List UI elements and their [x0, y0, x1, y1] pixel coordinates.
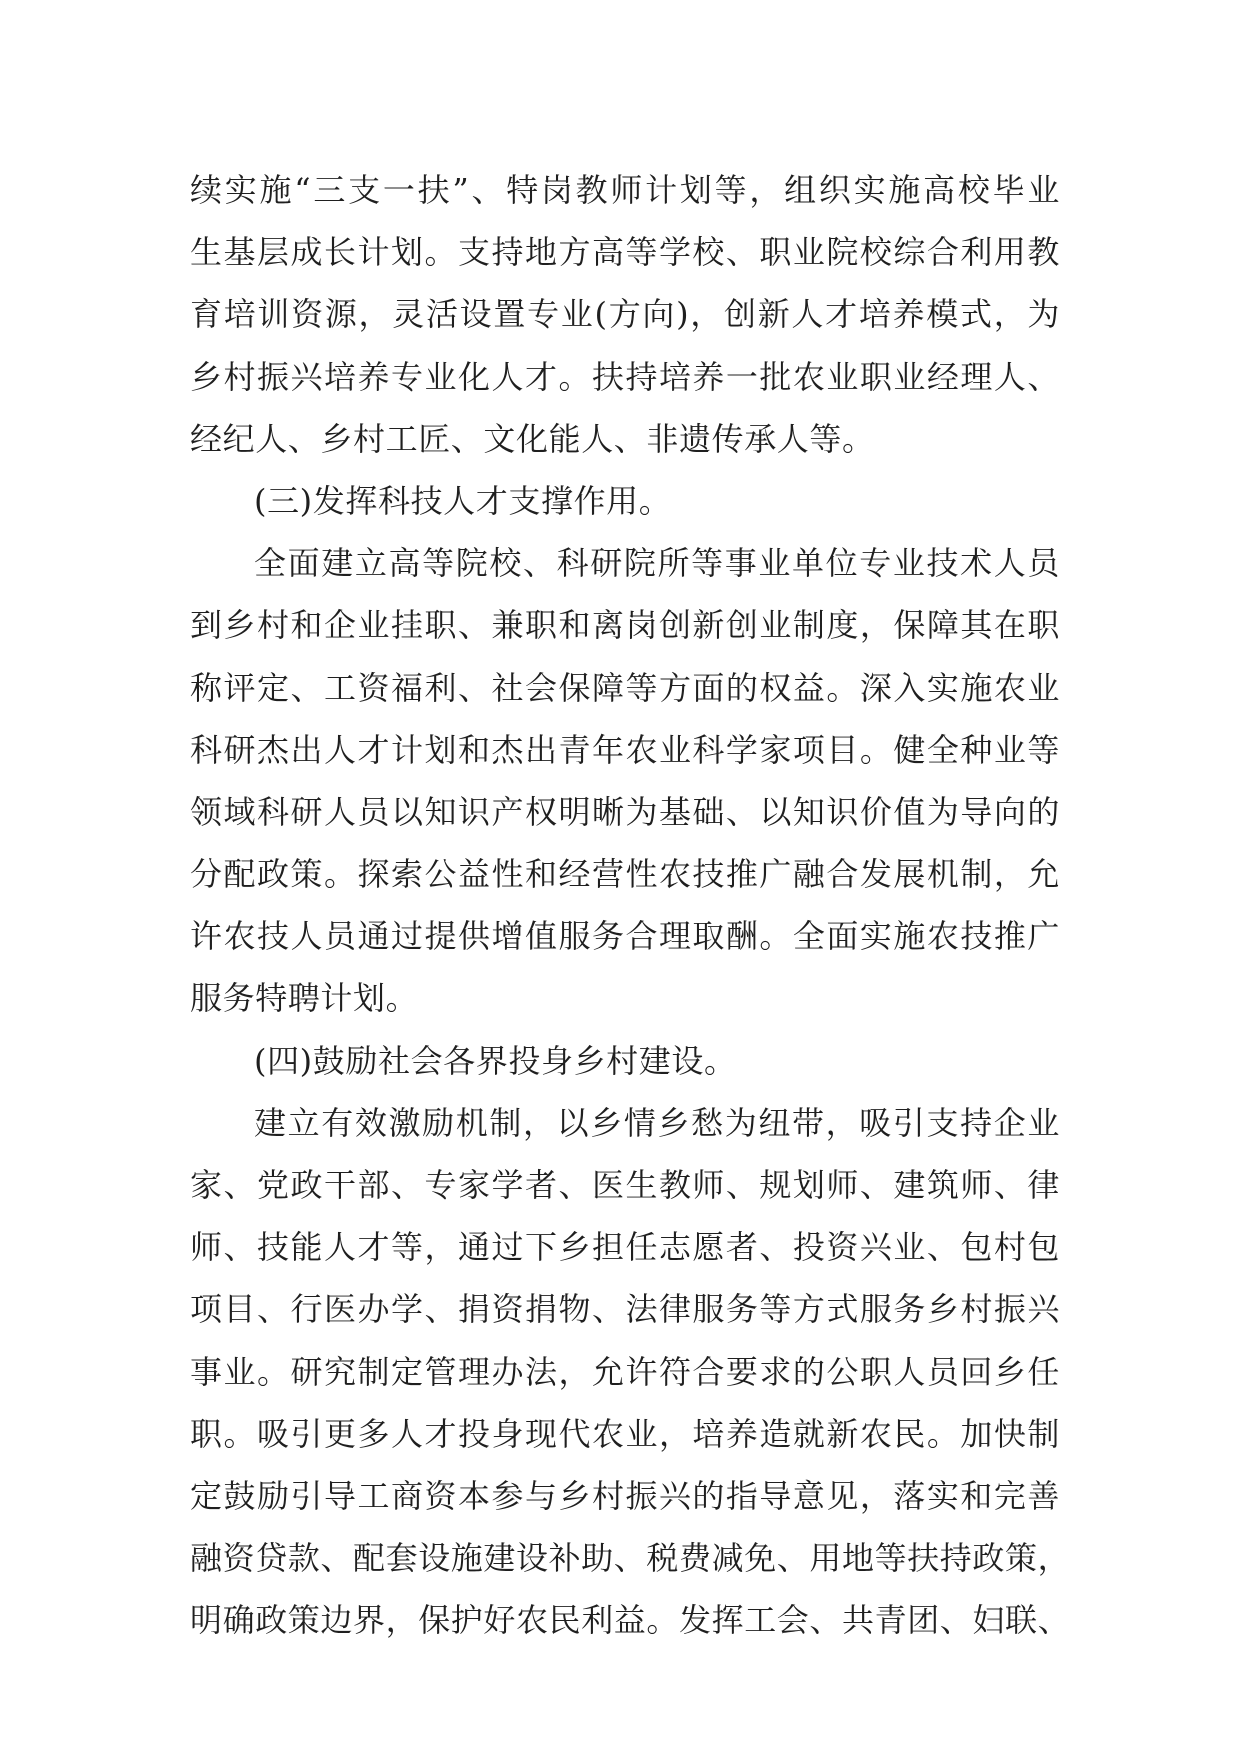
text-line: 分配政策。探索公益性和经营性农技推广融合发展机制，允 — [190, 855, 1060, 894]
section-heading: (四)鼓励社会各界投身乡村建设。 — [254, 1041, 737, 1080]
text-line: 称评定、工资福利、社会保障等方面的权益。深入实施农业 — [190, 668, 1060, 707]
text-line: 服务特聘计划。 — [190, 979, 419, 1018]
text-line: 乡村振兴培养专业化人才。扶持培养一批农业职业经理人、 — [190, 357, 1060, 396]
text-line: 师、技能人才等，通过下乡担任志愿者、投资兴业、包村包 — [190, 1228, 1060, 1267]
text-line: 事业。研究制定管理办法，允许符合要求的公职人员回乡任 — [190, 1352, 1060, 1391]
text-line: 全面建立高等院校、科研院所等事业单位专业技术人员 — [254, 544, 1060, 583]
text-line: 许农技人员通过提供增值服务合理取酬。全面实施农技推广 — [190, 917, 1060, 956]
text-line: 明确政策边界，保护好农民利益。发挥工会、共青团、妇联、 — [190, 1601, 1071, 1640]
text-line: 经纪人、乡村工匠、文化能人、非遗传承人等。 — [190, 419, 875, 458]
text-line: 科研杰出人才计划和杰出青年农业科学家项目。健全种业等 — [190, 730, 1060, 769]
section-heading: (三)发挥科技人才支撑作用。 — [254, 481, 672, 520]
text-line: 项目、行医办学、捐资捐物、法律服务等方式服务乡村振兴 — [190, 1290, 1060, 1329]
text-line: 领域科研人员以知识产权明晰为基础、以知识价值为导向的 — [190, 792, 1060, 831]
document-body — [190, 159, 1071, 1652]
text-line: 建立有效激励机制，以乡情乡愁为纽带，吸引支持企业 — [254, 1103, 1060, 1142]
text-line: 育培训资源，灵活设置专业(方向)，创新人才培养模式，为 — [190, 295, 1060, 334]
text-line: 家、党政干部、专家学者、医生教师、规划师、建筑师、律 — [190, 1166, 1060, 1204]
text-line: 续实施“三支一扶”、特岗教师计划等，组织实施高校毕业 — [190, 171, 1060, 209]
text-line: 融资贷款、配套设施建设补助、税费减免、用地等扶持政策， — [190, 1539, 1071, 1578]
text-line: 定鼓励引导工商资本参与乡村振兴的指导意见，落实和完善 — [190, 1476, 1060, 1515]
text-line: 职。吸引更多人才投身现代农业，培养造就新农民。加快制 — [190, 1414, 1060, 1453]
text-line: 到乡村和企业挂职、兼职和离岗创新创业制度，保障其在职 — [190, 606, 1060, 645]
text-line: 生基层成长计划。支持地方高等学校、职业院校综合利用教 — [190, 233, 1060, 272]
